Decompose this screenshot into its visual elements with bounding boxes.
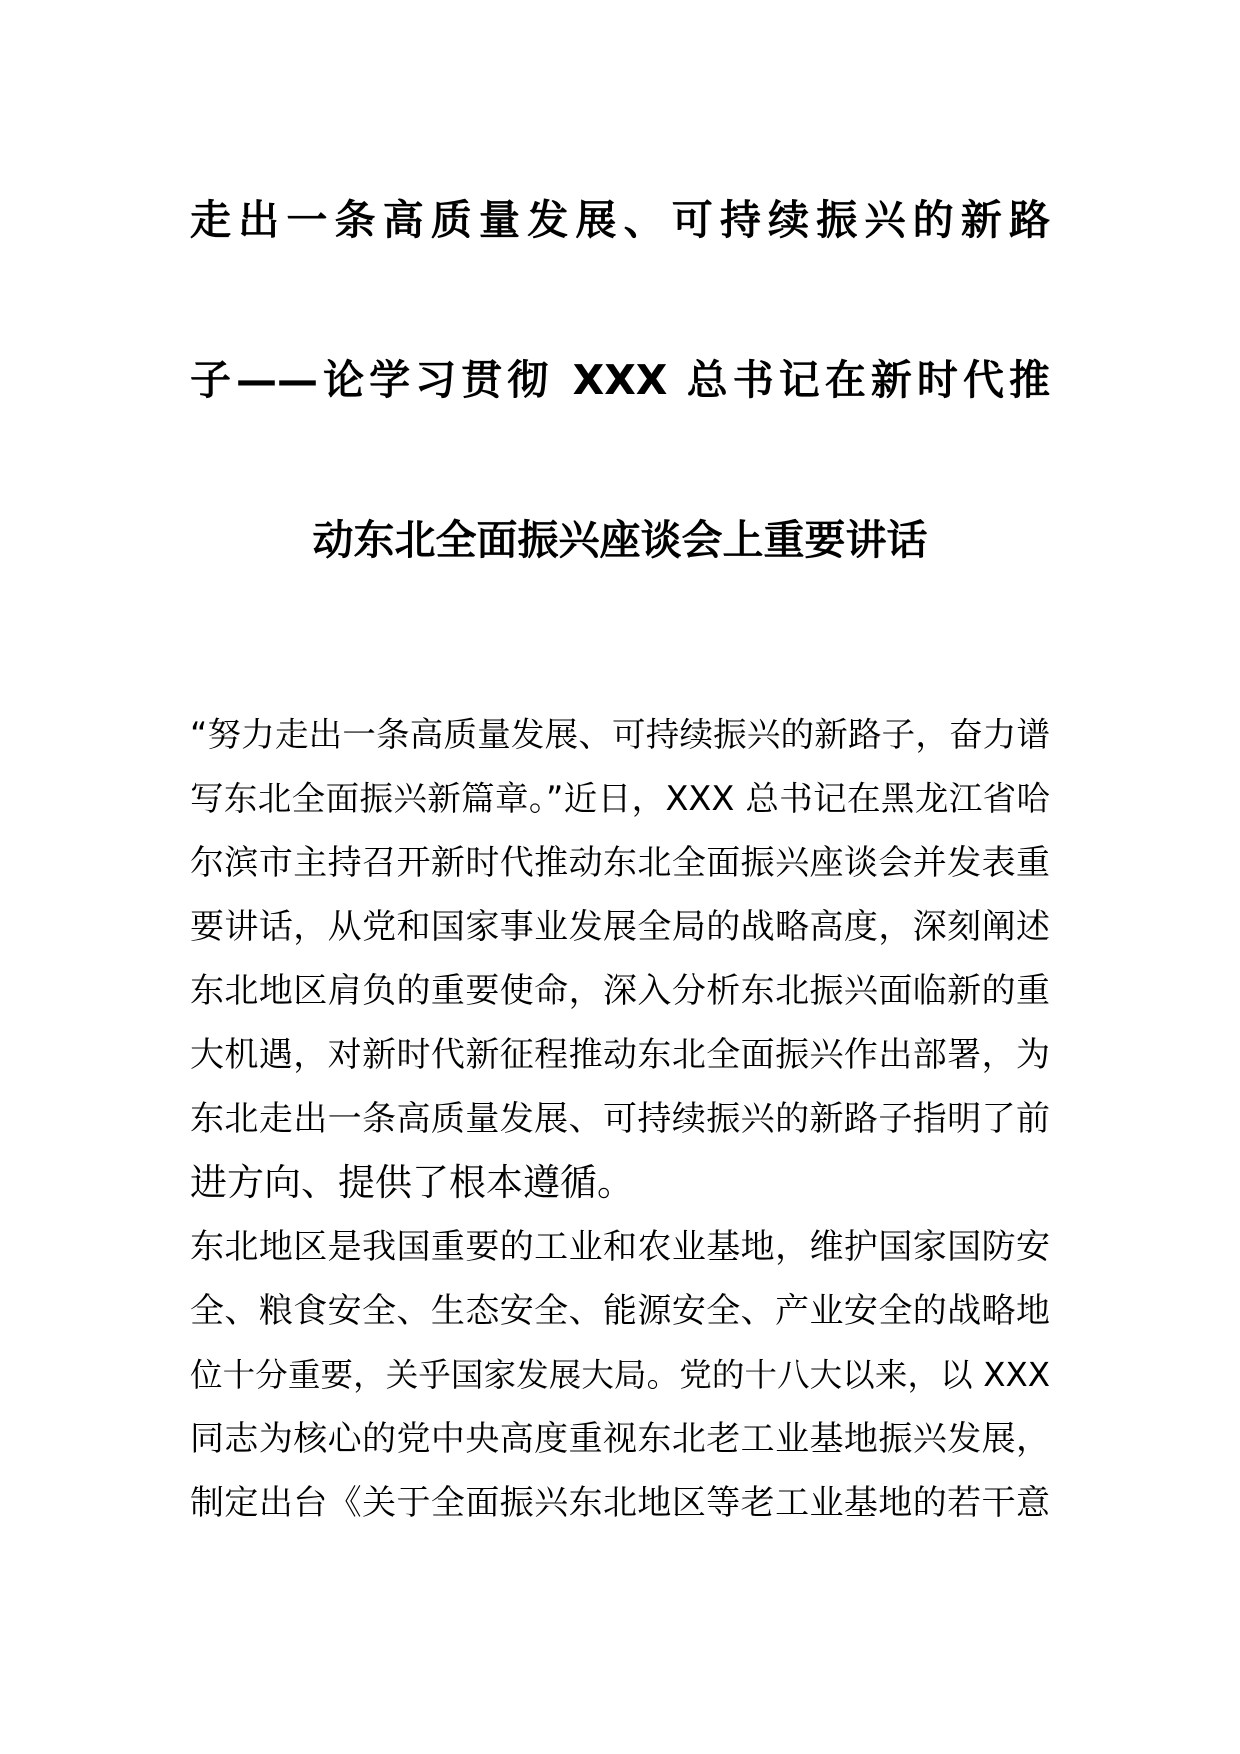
body-line: 进方向、提供了根本遵循。	[190, 1161, 634, 1204]
body-line: “努力走出一条高质量发展、可持续振兴的新路子，奋力谱	[190, 715, 1050, 754]
body-line: 东北地区是我国重要的工业和农业基地，维护国家国防安	[190, 1227, 1050, 1267]
title-line: 子——论学习贯彻 XXX 总书记在新时代推	[190, 356, 1050, 404]
body-line: 写东北全面振兴新篇章。”近日，XXX 总书记在黑龙江省哈	[190, 779, 1050, 818]
body-line: 大机遇，对新时代新征程推动东北全面振兴作出部署，为	[190, 1035, 1050, 1075]
body-line: 东北地区肩负的重要使命，深入分析东北振兴面临新的重	[190, 971, 1050, 1011]
paragraph	[190, 1215, 1050, 1535]
document-title	[190, 196, 1050, 680]
title-line: 走出一条高质量发展、可持续振兴的新路	[190, 196, 1050, 244]
document-body	[190, 703, 1050, 1535]
body-line: 尔滨市主持召开新时代推动东北全面振兴座谈会并发表重	[190, 843, 1050, 883]
paragraph	[190, 703, 1050, 1215]
title-line: 动东北全面振兴座谈会上重要讲话	[312, 516, 928, 564]
body-line: 东北走出一条高质量发展、可持续振兴的新路子指明了前	[190, 1099, 1050, 1139]
body-line: 制定出台《关于全面振兴东北地区等老工业基地的若干意	[190, 1483, 1050, 1523]
body-line: 全、粮食安全、生态安全、能源安全、产业安全的战略地	[190, 1291, 1050, 1331]
body-line: 要讲话，从党和国家事业发展全局的战略高度，深刻阐述	[190, 907, 1050, 947]
body-line: 位十分重要，关乎国家发展大局。党的十八大以来，以 XXX	[190, 1356, 1050, 1394]
body-line: 同志为核心的党中央高度重视东北老工业基地振兴发展，	[190, 1419, 1050, 1459]
